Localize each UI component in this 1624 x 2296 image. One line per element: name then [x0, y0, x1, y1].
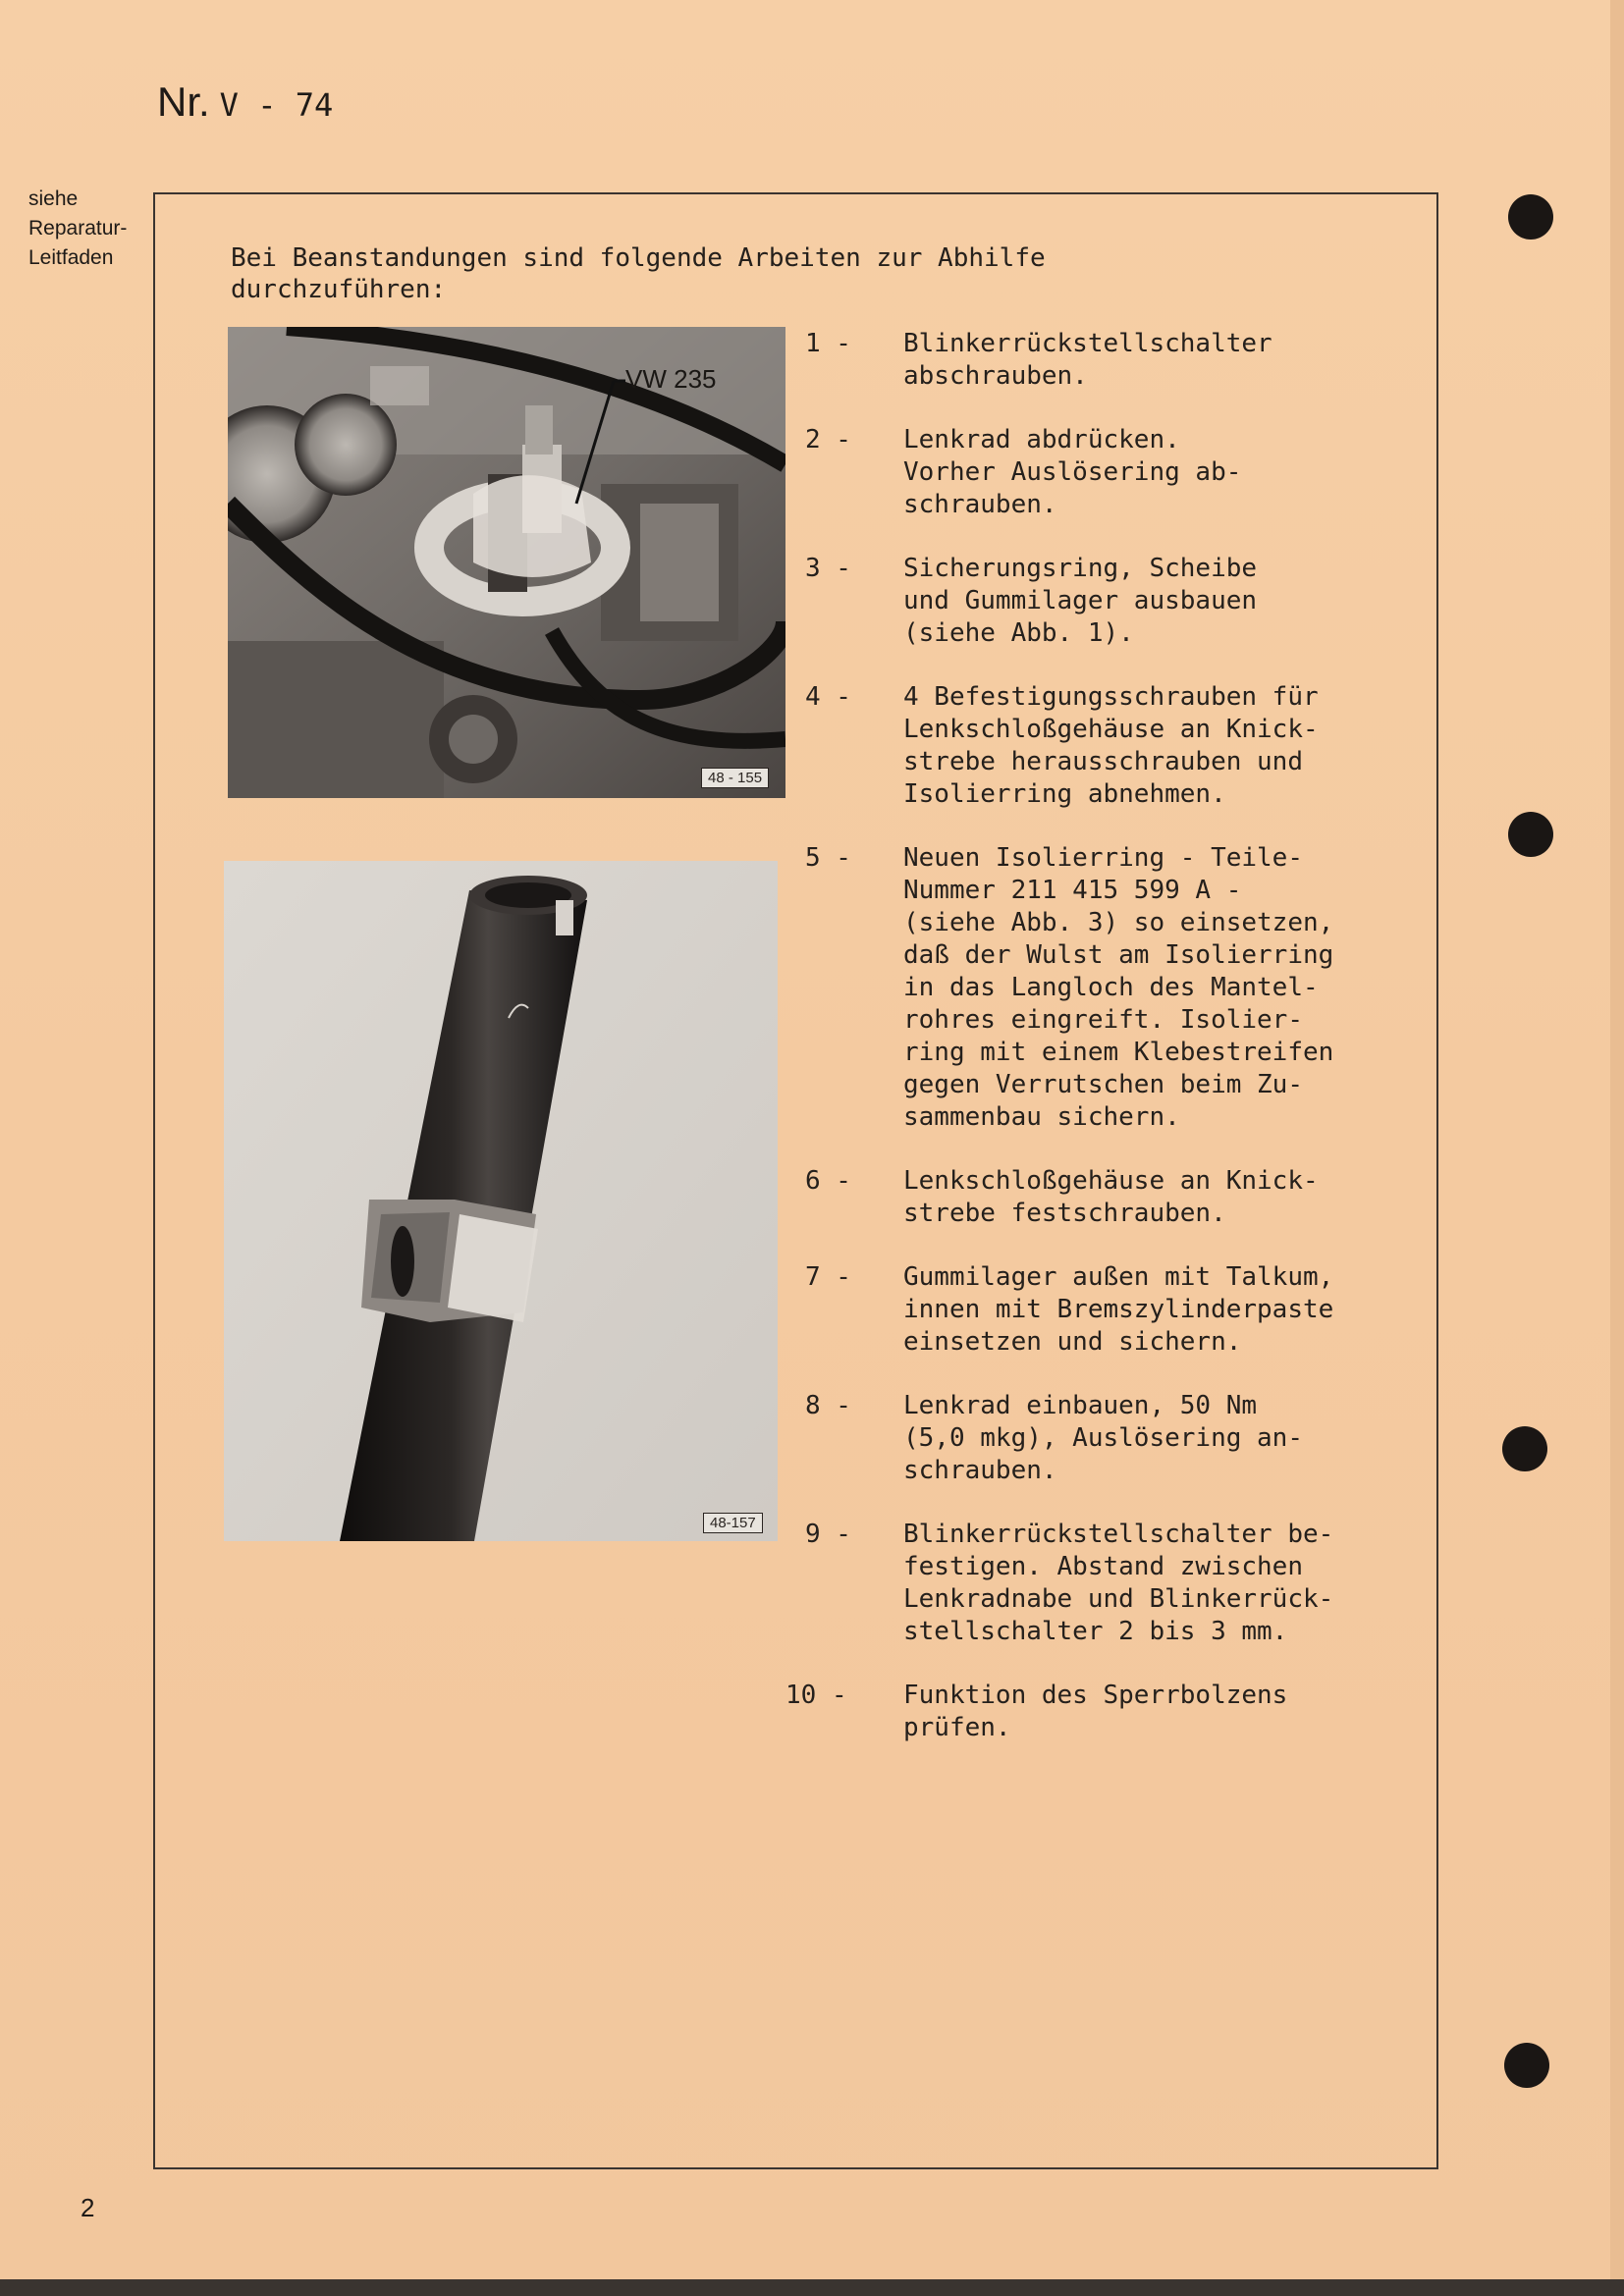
step-line: (siehe Abb. 3) so einsetzen, — [903, 908, 1334, 937]
step-line: 4 Befestigungsschrauben für — [903, 682, 1319, 712]
document-number-code: V - 74 — [219, 86, 334, 124]
step-line: Lenkradnabe und Blinkerrück- — [903, 1584, 1334, 1614]
steps-list — [785, 328, 1434, 1744]
step-item — [805, 553, 1434, 650]
step-line: Blinkerrückstellschalter be- — [903, 1520, 1334, 1549]
step-number: 9 - — [805, 1520, 851, 1549]
step-number: 8 - — [805, 1391, 851, 1420]
step-line: schrauben. — [903, 1456, 1057, 1485]
figure-steering-wheel-puller — [228, 327, 785, 798]
step-line: festigen. Abstand zwischen — [903, 1552, 1303, 1581]
step-number: 3 - — [805, 554, 851, 583]
intro-line: durchzuführen: — [231, 275, 447, 304]
step-line: abschrauben. — [903, 361, 1088, 391]
step-text — [903, 681, 1414, 811]
page-number: 2 — [81, 2193, 95, 2222]
document-number — [157, 79, 333, 126]
intro-line: Bei Beanstandungen sind folgende Arbeiten zur Abhilfe — [231, 243, 1046, 273]
step-item — [805, 328, 1434, 393]
step-number: 4 - — [805, 682, 851, 712]
step-line: Lenkschloßgehäuse an Knick- — [903, 715, 1319, 744]
step-number: 1 - — [805, 329, 851, 358]
figure-label: 48-157 — [703, 1513, 763, 1533]
steering-wheel-photo — [228, 327, 785, 798]
step-line: Lenkschloßgehäuse an Knick- — [903, 1166, 1319, 1196]
document-number-prefix: Nr. — [157, 79, 210, 125]
step-line: rohres eingreift. Isolier- — [903, 1005, 1303, 1035]
step-number: 2 - — [805, 425, 851, 454]
side-note-line: Leitfaden — [28, 246, 114, 269]
step-text — [903, 424, 1414, 521]
side-note — [28, 185, 146, 273]
step-text — [903, 553, 1414, 650]
step-line: Gummilager außen mit Talkum, — [903, 1262, 1334, 1292]
step-number: 7 - — [805, 1262, 851, 1292]
step-item — [805, 1519, 1434, 1648]
step-line: Neuen Isolierring - Teile- — [903, 843, 1303, 873]
step-line: strebe festschrauben. — [903, 1199, 1226, 1228]
step-line: strebe herausschrauben und — [903, 747, 1303, 776]
punch-hole — [1508, 812, 1553, 857]
steering-column-photo — [224, 861, 778, 1541]
step-line: (5,0 mkg), Auslösering an- — [903, 1423, 1303, 1453]
step-line: sammenbau sichern. — [903, 1102, 1180, 1132]
step-number: 5 - — [805, 843, 851, 873]
step-line: Sicherungsring, Scheibe — [903, 554, 1258, 583]
step-item — [805, 842, 1434, 1134]
step-line: Vorher Auslösering ab- — [903, 457, 1242, 487]
step-line: Blinkerrückstellschalter — [903, 329, 1272, 358]
page-bottom-edge — [0, 2279, 1624, 2296]
step-item — [805, 1390, 1434, 1487]
step-line: prüfen. — [903, 1713, 1011, 1742]
step-text — [903, 1390, 1414, 1487]
step-line: in das Langloch des Mantel- — [903, 973, 1319, 1002]
side-note-line: siehe — [28, 187, 79, 210]
step-number: 10 - — [785, 1681, 847, 1710]
step-item — [805, 1261, 1434, 1359]
side-note-line: Reparatur- — [28, 217, 128, 240]
step-line: (siehe Abb. 1). — [903, 618, 1134, 648]
step-text — [903, 328, 1414, 393]
step-line: schrauben. — [903, 490, 1057, 519]
step-line: gegen Verrutschen beim Zu- — [903, 1070, 1303, 1099]
step-line: Isolierring abnehmen. — [903, 779, 1226, 809]
step-text — [903, 1165, 1414, 1230]
page-right-edge — [1610, 0, 1624, 2279]
step-line: Lenkrad abdrücken. — [903, 425, 1180, 454]
figure-steering-column — [224, 861, 778, 1541]
step-item — [805, 424, 1434, 521]
step-line: und Gummilager ausbauen — [903, 586, 1258, 615]
step-item — [785, 1680, 1434, 1744]
tool-label: VW 235 — [625, 364, 717, 394]
step-item — [805, 1165, 1434, 1230]
punch-hole — [1504, 2043, 1549, 2088]
step-text — [903, 842, 1414, 1134]
punch-hole — [1508, 194, 1553, 240]
step-text — [903, 1261, 1414, 1359]
step-line: stellschalter 2 bis 3 mm. — [903, 1617, 1288, 1646]
step-text — [903, 1519, 1414, 1648]
step-line: ring mit einem Klebestreifen — [903, 1038, 1334, 1067]
step-line: einsetzen und sichern. — [903, 1327, 1242, 1357]
step-number: 6 - — [805, 1166, 851, 1196]
step-item — [805, 681, 1434, 811]
figure-label: 48 - 155 — [701, 768, 769, 788]
step-line: Funktion des Sperrbolzens — [903, 1681, 1288, 1710]
step-line: Lenkrad einbauen, 50 Nm — [903, 1391, 1258, 1420]
punch-hole — [1502, 1426, 1547, 1471]
step-line: daß der Wulst am Isolierring — [903, 940, 1334, 970]
step-text — [903, 1680, 1414, 1744]
step-line: Nummer 211 415 599 A - — [903, 876, 1242, 905]
intro-text — [231, 242, 1213, 305]
step-line: innen mit Bremszylinderpaste — [903, 1295, 1334, 1324]
